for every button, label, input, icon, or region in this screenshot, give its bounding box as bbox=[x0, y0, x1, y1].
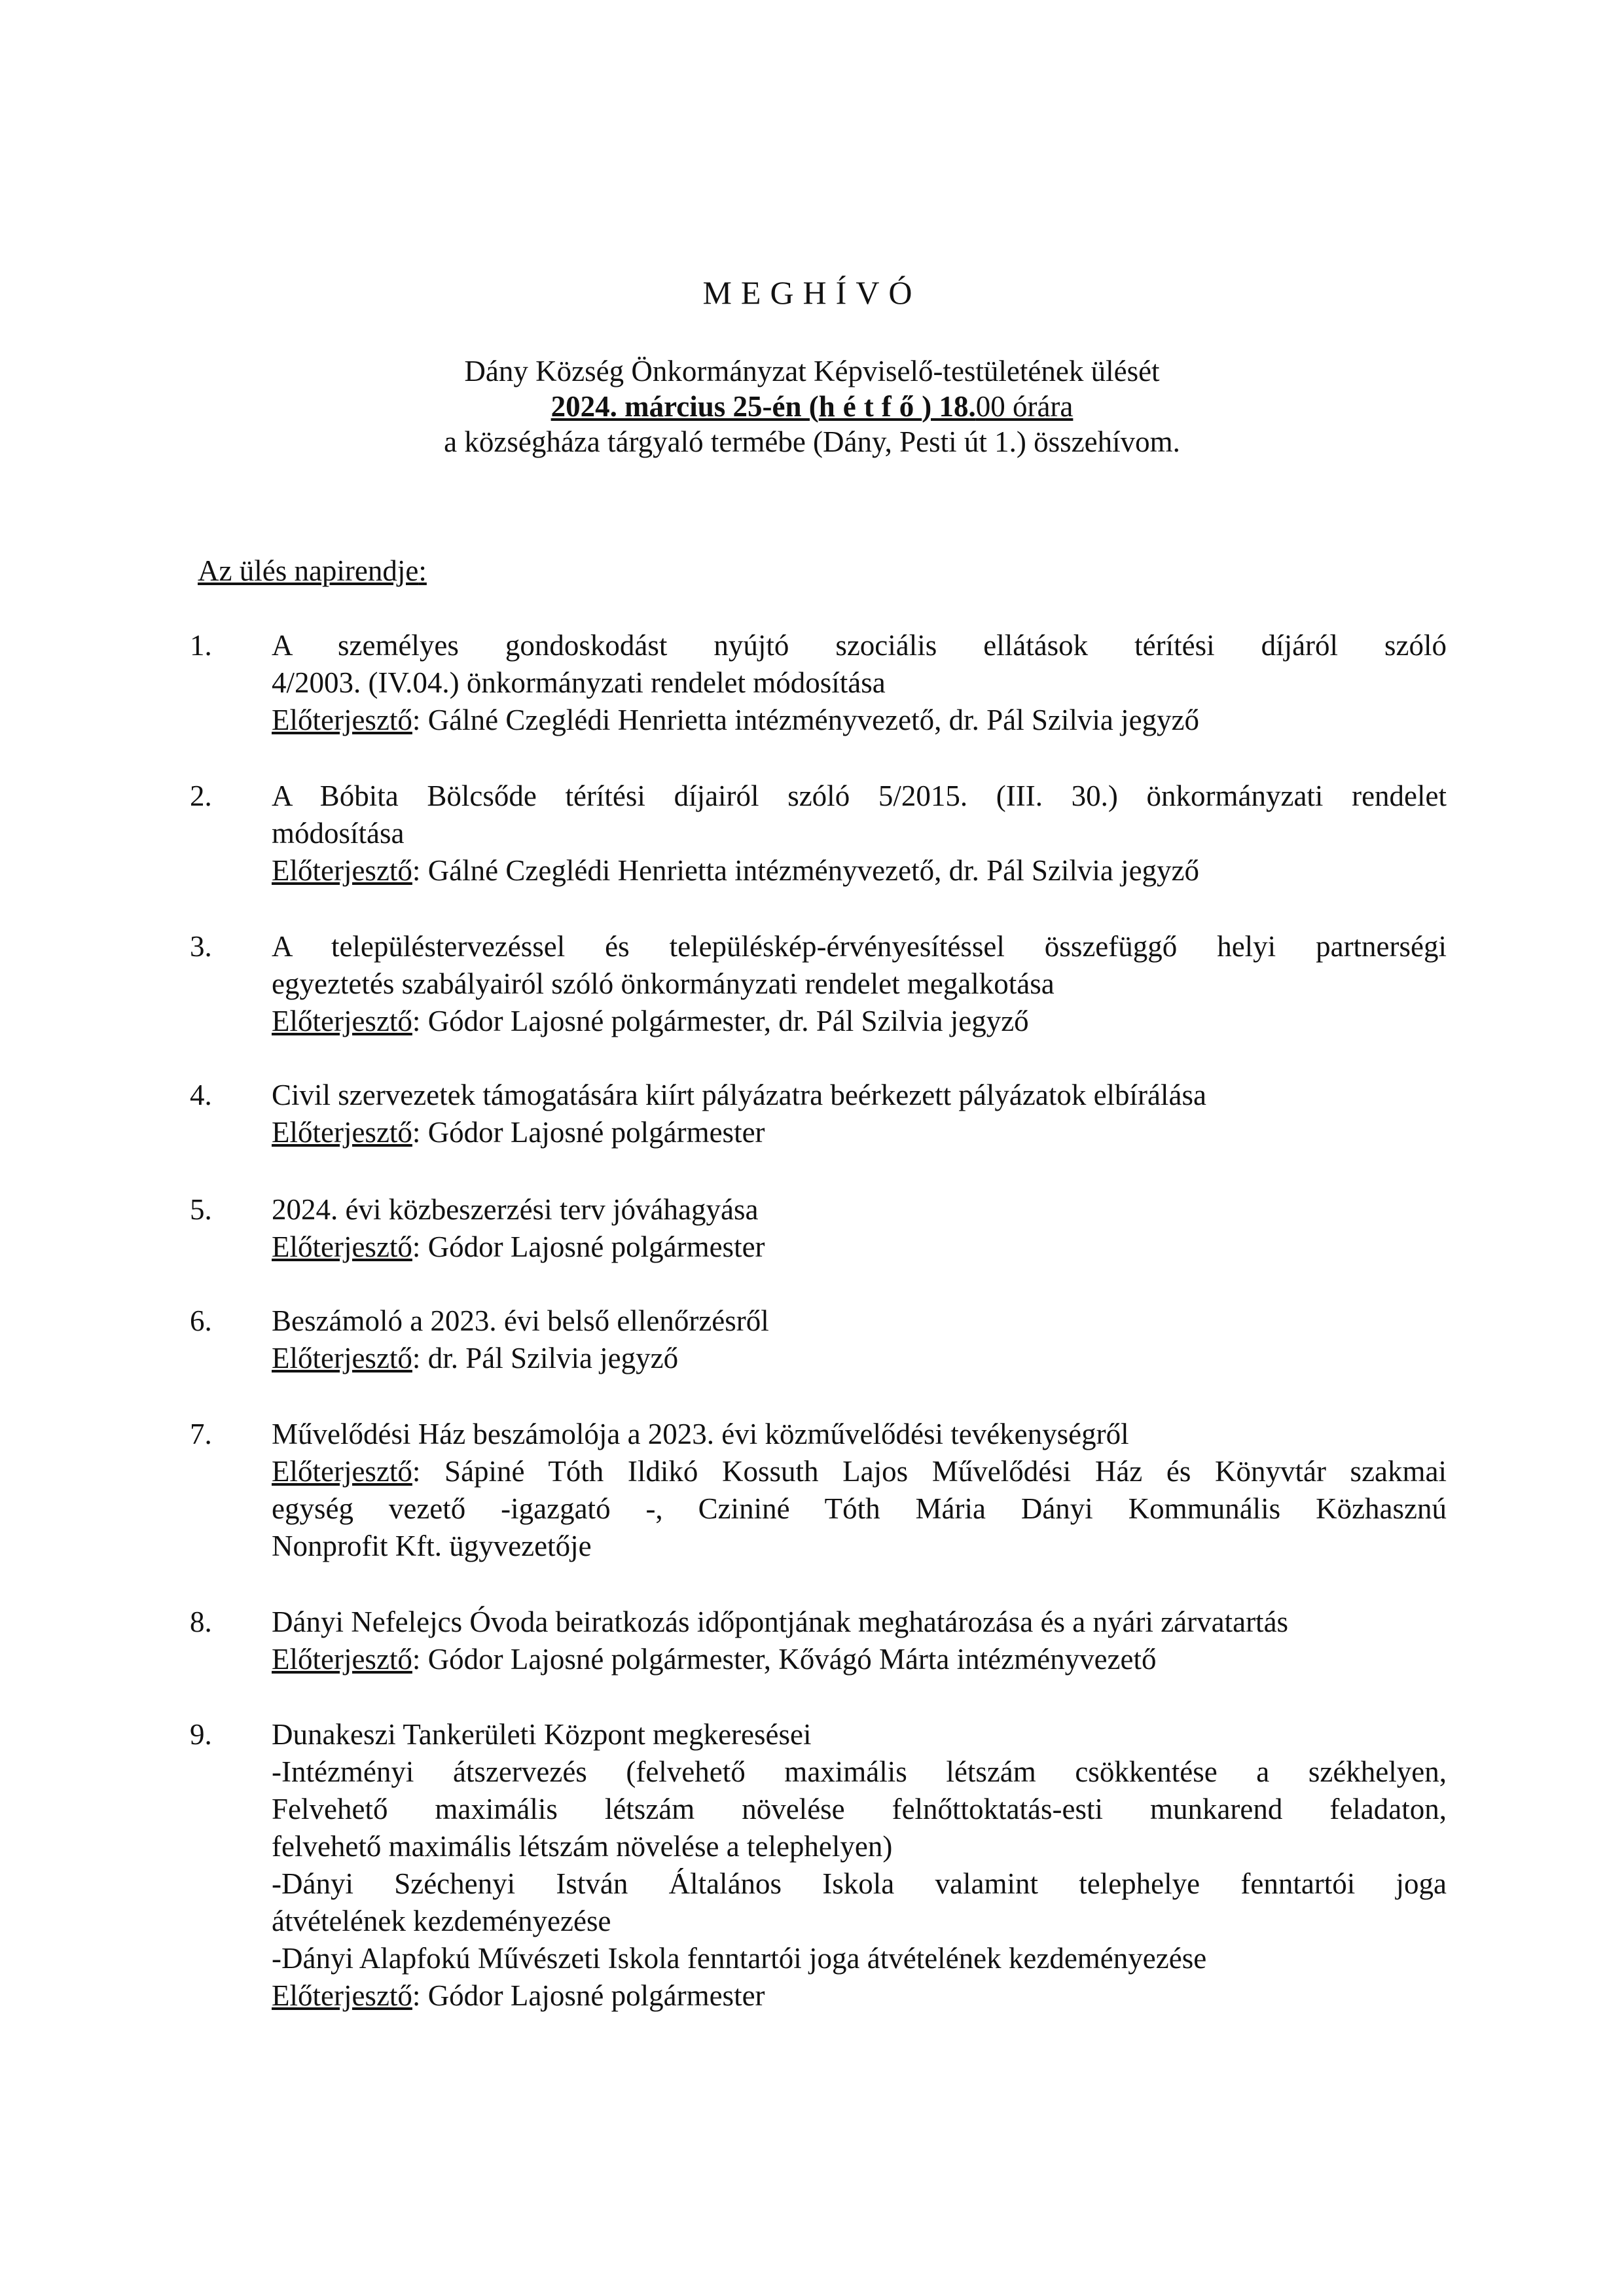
item-title: Dunakeszi Tankerületi Központ megkeresései bbox=[272, 1718, 812, 1751]
item-title: A Bóbita Bölcsőde térítési díjairól szóló 5/2015. (III. 30.) önkormányzati rendelet bbox=[272, 780, 1447, 812]
item-title: A személyes gondoskodást nyújtó szociális ellátások térítési díjáról szóló bbox=[272, 629, 1447, 662]
item-body bbox=[272, 778, 1447, 889]
presenter-colon: : bbox=[412, 704, 421, 736]
item-title-cont: egyeztetés szabályairól szóló önkormányzati rendelet megalkotása bbox=[272, 967, 1055, 1000]
item-number: 7. bbox=[190, 1418, 212, 1450]
presenter-label: Előterjesztő bbox=[272, 1230, 412, 1263]
item-presenter bbox=[272, 852, 1447, 889]
presenter-names-cont: egység vezető -igazgató -, Czininé Tóth Mária Dányi Kommunális Közhasznú bbox=[272, 1492, 1447, 1525]
agenda-item bbox=[190, 1604, 1447, 1678]
item-presenter bbox=[272, 1003, 1447, 1040]
item-body bbox=[272, 1604, 1447, 1678]
item-number: 2. bbox=[190, 780, 212, 812]
item-title: 2024. évi közbeszerzési terv jóváhagyása bbox=[272, 1193, 759, 1226]
sub-item-cont: Felvehető maximális létszám növelése felnőttoktatás-esti munkarend feladaton, bbox=[272, 1793, 1447, 1825]
presenter-colon: : bbox=[412, 1230, 421, 1263]
agenda-heading-text: Az ülés napirendje bbox=[198, 554, 419, 587]
agenda-item bbox=[190, 627, 1447, 739]
agenda-item bbox=[190, 1302, 1447, 1377]
item-presenter bbox=[272, 702, 1447, 739]
presenter-label: Előterjesztő bbox=[272, 1116, 412, 1149]
item-body bbox=[272, 1302, 1447, 1377]
presenter-names: Gálné Czeglédi Henrietta intézményvezető, dr. Pál Szilvia jegyző bbox=[420, 854, 1200, 887]
presenter-label: Előterjesztő bbox=[272, 1643, 412, 1676]
item-title-cont: 4/2003. (IV.04.) önkormányzati rendelet módosítása bbox=[272, 666, 886, 699]
invitation-intro bbox=[0, 353, 1624, 459]
item-title: Civil szervezetek támogatására kiírt pályázatra beérkezett pályázatok elbírálása bbox=[272, 1079, 1206, 1111]
presenter-names: Gódor Lajosné polgármester bbox=[420, 1116, 765, 1149]
presenter-colon: : bbox=[412, 1342, 421, 1374]
presenter-colon: : bbox=[412, 854, 421, 887]
document-title: MEGHÍVÓ bbox=[702, 274, 922, 311]
presenter-label: Előterjesztő bbox=[272, 1342, 412, 1374]
presenter-names: Gódor Lajosné polgármester, Kővágó Márta intézményvezető bbox=[420, 1643, 1157, 1676]
item-presenter bbox=[272, 1453, 1447, 1490]
agenda-item bbox=[190, 928, 1447, 1040]
meeting-date-line bbox=[0, 389, 1624, 424]
item-body bbox=[272, 1416, 1447, 1565]
presenter-label: Előterjesztő bbox=[272, 1979, 412, 2012]
item-body bbox=[272, 1077, 1447, 1151]
item-title: Művelődési Ház beszámolója a 2023. évi közművelődési tevékenységről bbox=[272, 1418, 1129, 1450]
sub-item: -Dányi Alapfokú Művészeti Iskola fenntartói joga átvételének kezdeményezése bbox=[272, 1942, 1207, 1975]
presenter-colon: : bbox=[412, 1116, 421, 1149]
agenda-item bbox=[190, 1191, 1447, 1266]
presenter-names: Gódor Lajosné polgármester bbox=[420, 1230, 765, 1263]
presenter-colon: : bbox=[412, 1979, 421, 2012]
agenda-heading bbox=[198, 553, 427, 588]
agenda-heading-colon: : bbox=[418, 554, 427, 587]
item-body bbox=[272, 928, 1447, 1040]
presenter-names: Gódor Lajosné polgármester bbox=[420, 1979, 765, 2012]
agenda-item bbox=[190, 1416, 1447, 1565]
sub-item-cont: átvételének kezdeményezése bbox=[272, 1905, 611, 1937]
item-body bbox=[272, 627, 1447, 739]
sub-item: -Dányi Széchenyi István Általános Iskola valamint telephelye fenntartói joga bbox=[272, 1867, 1447, 1900]
agenda-item bbox=[190, 1716, 1447, 2015]
presenter-names: Gálné Czeglédi Henrietta intézményvezető, dr. Pál Szilvia jegyző bbox=[420, 704, 1200, 736]
item-presenter bbox=[272, 1229, 1447, 1266]
item-presenter bbox=[272, 1641, 1447, 1678]
item-title: Dányi Nefelejcs Óvoda beiratkozás időpontjának meghatározása és a nyári zárvatartás bbox=[272, 1605, 1289, 1638]
presenter-names: Sápiné Tóth Ildikó Kossuth Lajos Művelődési Ház és Könyvtár szakmai bbox=[420, 1455, 1447, 1488]
presenter-names: dr. Pál Szilvia jegyző bbox=[420, 1342, 679, 1374]
item-number: 5. bbox=[190, 1193, 212, 1226]
item-title: A településtervezéssel és településkép-érvényesítéssel összefüggő helyi partnerségi bbox=[272, 930, 1447, 963]
presenter-colon: : bbox=[412, 1643, 421, 1676]
item-body bbox=[272, 1716, 1447, 2015]
item-title-cont: módosítása bbox=[272, 817, 405, 850]
presenter-colon: : bbox=[412, 1005, 421, 1037]
item-number: 1. bbox=[190, 629, 212, 662]
meeting-date: 2024. március 25-én ( bbox=[550, 390, 819, 423]
item-number: 8. bbox=[190, 1605, 212, 1638]
presenter-names: Gódor Lajosné polgármester, dr. Pál Szilvia jegyző bbox=[420, 1005, 1029, 1037]
meeting-time-suffix: 00 órára bbox=[975, 390, 1074, 423]
item-body bbox=[272, 1191, 1447, 1266]
item-presenter bbox=[272, 1340, 1447, 1377]
item-presenter bbox=[272, 1114, 1447, 1151]
presenter-label: Előterjesztő bbox=[272, 1455, 412, 1488]
presenter-label: Előterjesztő bbox=[272, 854, 412, 887]
item-number: 6. bbox=[190, 1304, 212, 1337]
presenter-label: Előterjesztő bbox=[272, 1005, 412, 1037]
item-presenter bbox=[272, 1977, 1447, 2015]
agenda-item bbox=[190, 778, 1447, 889]
sub-item-cont: felvehető maximális létszám növelése a telephelyen) bbox=[272, 1830, 893, 1863]
meeting-weekday: hétfő bbox=[818, 390, 922, 423]
item-title: Beszámoló a 2023. évi belső ellenőrzésről bbox=[272, 1304, 769, 1337]
agenda-item bbox=[190, 1077, 1447, 1151]
meeting-time: ) 18. bbox=[922, 390, 976, 423]
sub-item: -Intézményi átszervezés (felvehető maximális létszám csökkentése a székhelyen, bbox=[272, 1755, 1447, 1788]
item-number: 4. bbox=[190, 1079, 212, 1111]
intro-line-body: Dány Község Önkormányzat Képviselő-testületének ülését bbox=[464, 355, 1160, 387]
item-number: 3. bbox=[190, 930, 212, 963]
presenter-label: Előterjesztő bbox=[272, 704, 412, 736]
presenter-colon: : bbox=[412, 1455, 421, 1488]
meeting-location: a községháza tárgyaló termébe (Dány, Pesti út 1.) összehívom. bbox=[444, 425, 1180, 458]
presenter-names-cont: Nonprofit Kft. ügyvezetője bbox=[272, 1530, 592, 1562]
item-number: 9. bbox=[190, 1718, 212, 1751]
